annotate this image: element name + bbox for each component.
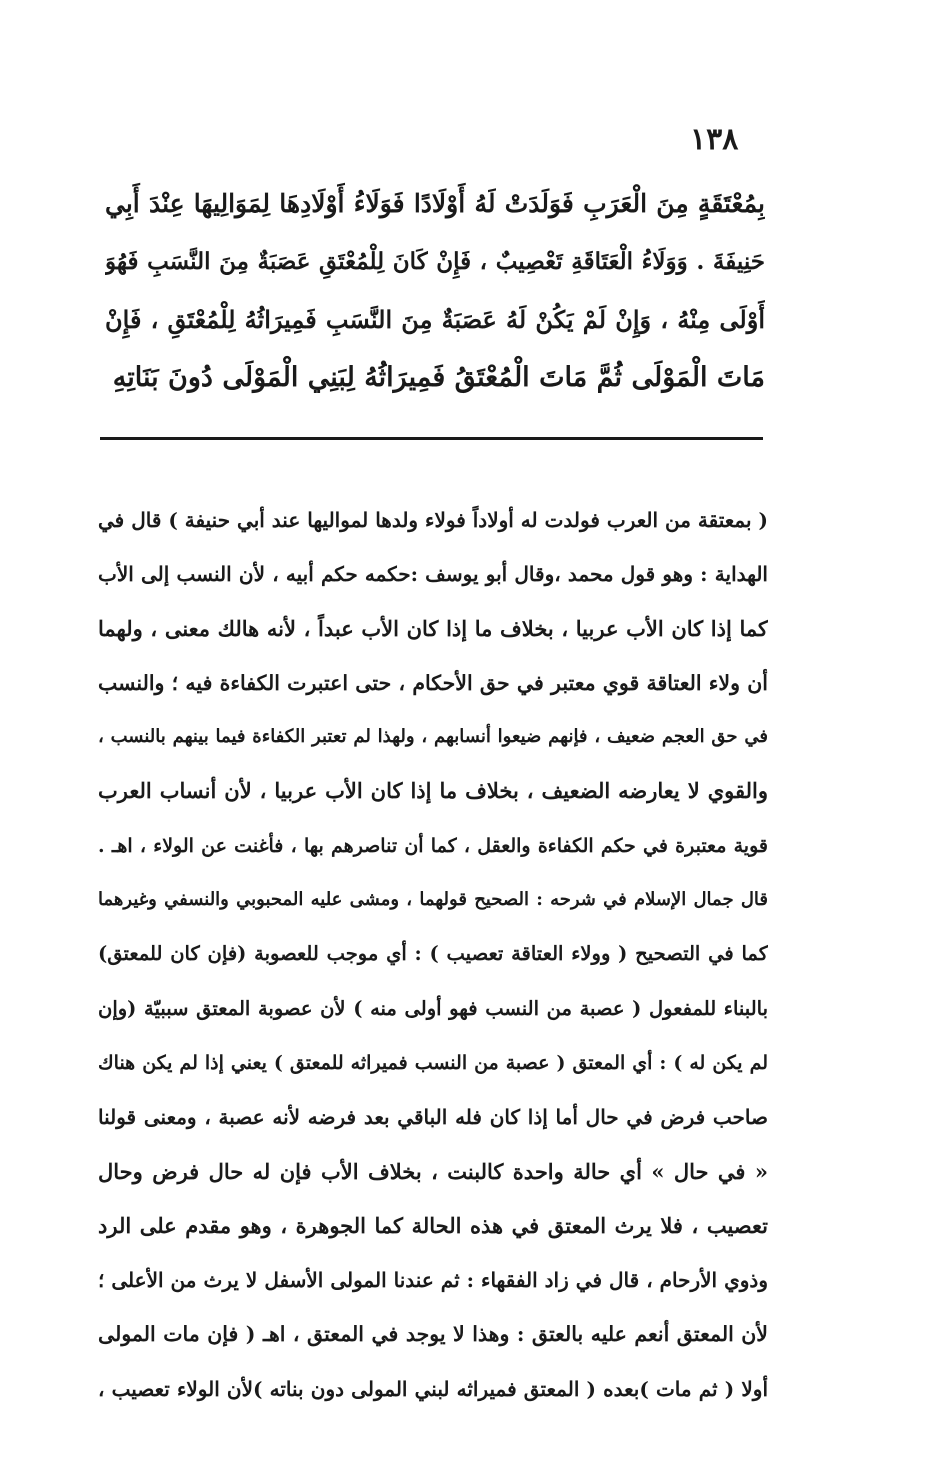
commentary-line: تعصيب ، فلا يرث المعتق في هذه الحالة كما الجوهرة ، وهو مقدم على الرد bbox=[98, 1212, 768, 1238]
commentary-line: صاحب فرض في حال أما إذا كان فله الباقي بعد فرضه لأنه عصبة ، ومعنى قولنا bbox=[98, 1105, 768, 1130]
commentary-line: ( بمعتقة من العرب فولدت له أولاداً فولاء ولدها لمواليها عند أبي حنيفة ) قال في bbox=[98, 508, 768, 532]
main-text-line: مَاتَ الْمَوْلَى ثُمَّ مَاتَ الْمُعْتَقُ فَمِيرَاثُهُ لِبَنِي الْمَوْلَى دُونَ بَنَاتِهِ bbox=[112, 362, 765, 393]
commentary-line: في حق العجم ضعيف ، فإنهم ضيعوا أنسابهم ، ولهذا لم تعتبر الكفاءة فيما بينهم بالنسب ، bbox=[98, 726, 768, 748]
commentary-line: أن ولاء العتاقة قوي معتبر في حق الأحكام ، حتى اعتبرت الكفاءة فيه ؛ والنسب bbox=[98, 670, 768, 695]
commentary-line: كما إذا كان الأب عربيا ، بخلاف ما إذا كان الأب عبداً ، لأنه هالك معنى ، ولهما bbox=[98, 615, 768, 641]
main-text-line: حَنِيفَةَ . وَوَلَاءُ الْعَتَاقَةِ تَعْصِيبٌ ، فَإِنْ كَانَ لِلْمُعْتَقِ عَصَبَةٌ مِنَ النَّسَبِ فَهُوَ bbox=[105, 248, 765, 275]
commentary-line: قوية معتبرة في حكم الكفاءة والعقل ، كما أن تناصرهم بها ، فأغنت عن الولاء ، اهـ . bbox=[98, 834, 768, 857]
commentary-line: لم يكن له ) : أي المعتق ( عصبة من النسب فميراثه للمعتق ) يعني إذا لم يكن هناك bbox=[98, 1051, 768, 1074]
commentary-line: بالبناء للمفعول ( عصبة من النسب فهو أولى منه ) لأن عصوبة المعتق سببيّة (وإن bbox=[98, 996, 768, 1020]
main-text-block bbox=[105, 175, 765, 407]
commentary-line: أولا ( ثم مات )بعده ( المعتق فميراثه لبني المولى دون بناته )لأن الولاء تعصيب ، bbox=[98, 1376, 768, 1401]
commentary-line: قال جمال الإسلام في شرحه : الصحيح قولهما ، ومشى عليه المحبوبي والنسفي وغيرهما bbox=[98, 889, 768, 911]
main-text-line: أَوْلَى مِنْهُ ، وَإِنْ لَمْ يَكُنْ لَهُ عَصَبَةٌ مِنَ النَّسَبِ فَمِيرَاثُهُ لِلْمُعْتَقِ ، فَإِنْ bbox=[105, 305, 765, 334]
commentary-line: كما في التصحيح ( وولاء العتاقة تعصيب ) : أي موجب للعصوبة (فإن كان للمعتق) bbox=[98, 942, 768, 966]
page-number: ١٣٨ bbox=[690, 122, 739, 157]
commentary-line: والقوي لا يعارضه الضعيف ، بخلاف ما إذا كان الأب عربيا ، لأن أنساب العرب bbox=[98, 778, 768, 804]
commentary-line: لأن المعتق أنعم عليه بالعتق : وهذا لا يوجد في المعتق ، اهـ ( فإن مات المولى bbox=[98, 1322, 768, 1347]
separator-rule bbox=[100, 437, 763, 440]
commentary-line: وذوي الأرحام ، قال في زاد الفقهاء : ثم عندنا المولى الأسفل لا يرث من الأعلى ؛ bbox=[98, 1268, 768, 1293]
commentary-line: « في حال » أي حالة واحدة كالبنت ، بخلاف الأب فإن له حال فرض وحال bbox=[98, 1158, 768, 1184]
commentary-line: الهداية : وهو قول محمد ،وقال أبو يوسف :حكمه حكم أبيه ، لأن النسب إلى الأب bbox=[98, 562, 768, 587]
commentary-block bbox=[98, 493, 768, 1416]
main-text-line: بِمُعْتَقَةٍ مِنَ الْعَرَبِ فَوَلَدَتْ لَهُ أَوْلَادًا فَوَلَاءُ أَوْلَادِهَا لِمَوَالِيهَا عِنْدَ أَبِي bbox=[105, 189, 765, 218]
